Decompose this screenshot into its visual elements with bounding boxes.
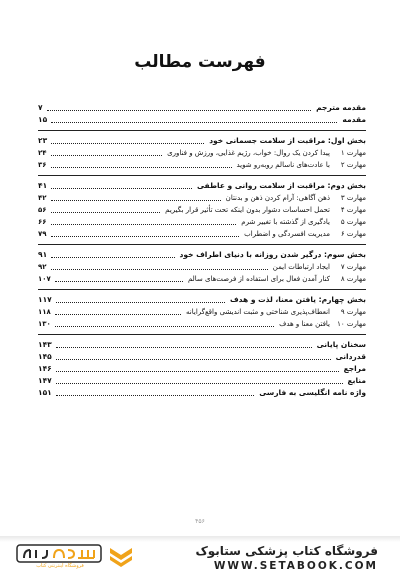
dot-leader xyxy=(56,394,255,396)
toc-entry-label: مراجع xyxy=(343,364,366,373)
toc-page-number: ۱۴۶ xyxy=(38,364,52,373)
toc-skill-entry xyxy=(38,261,366,273)
toc-page-number: ۴۱ xyxy=(38,181,48,190)
dot-leader xyxy=(56,346,312,348)
watermark-footer xyxy=(0,536,400,576)
toc-entry-label: سخنان پایانی xyxy=(316,340,366,349)
toc-entry-label: مقدمه مترجم xyxy=(316,103,366,112)
toc-entry-label: انعطاف‌پذیری شناختی و مثبت اندیشی واقع‌گرایانه xyxy=(186,308,330,316)
toc-page-number: ۹۲ xyxy=(38,263,47,271)
toc-entry xyxy=(38,363,366,375)
skill-number: مهارت ۶ xyxy=(340,230,366,238)
toc-entry-label: یافتن معنا و هدف xyxy=(279,320,330,328)
toc-entry xyxy=(38,387,366,399)
toc-skill-entry xyxy=(38,306,366,318)
toc-entry-label: واژه نامه انگلیسی به فارسی xyxy=(259,388,366,397)
setabook-logo-icon xyxy=(108,544,134,568)
dot-leader xyxy=(51,211,161,213)
shop-url: WWW.SETABOOK.COM xyxy=(213,560,378,572)
dot-leader xyxy=(51,256,174,258)
logo-tagline: فروشگاه اینترنتی کتاب xyxy=(36,563,84,569)
toc-skill-entry xyxy=(38,228,366,240)
skill-number: مهارت ۴ xyxy=(340,206,366,214)
toc-part-heading xyxy=(38,135,366,147)
toc-entry xyxy=(38,351,366,363)
table-of-contents xyxy=(38,102,366,399)
toc-entry-label: ایجاد ارتباطات ایمن xyxy=(272,263,330,271)
toc-page-number: ۵۶ xyxy=(38,206,47,214)
toc-part xyxy=(38,130,366,171)
toc-entry-label: بخش دوم: مراقبت از سلامت روانی و عاطفی xyxy=(196,181,366,190)
toc-entry-label: یادگیری از گذشته با تغییر شرم xyxy=(241,218,330,226)
toc-part xyxy=(38,244,366,285)
toc-page-number: ۷۹ xyxy=(38,230,47,238)
toc-page-number: ۱۴۷ xyxy=(38,376,52,385)
dot-leader xyxy=(56,301,225,303)
skill-number: مهارت ۳ xyxy=(340,194,366,202)
dot-leader xyxy=(56,382,343,384)
page-number: ۴۵۶ xyxy=(195,518,205,525)
dot-leader xyxy=(55,325,274,327)
skill-number: مهارت ۱۰ xyxy=(337,320,366,328)
skill-number: مهارت ۹ xyxy=(340,308,366,316)
toc-page-number: ۱۳۰ xyxy=(38,320,51,328)
skill-number: مهارت ۱ xyxy=(340,149,366,157)
toc-skill-entry xyxy=(38,216,366,228)
dot-leader xyxy=(51,154,163,156)
toc-page-number: ۱۵ xyxy=(38,115,48,124)
dot-leader xyxy=(55,313,181,315)
shop-name: فروشگاه کتاب پزشکی ستابوک xyxy=(195,544,378,558)
toc-page-number: ۳۶ xyxy=(38,161,47,169)
toc-skill-entry xyxy=(38,273,366,285)
toc-entry-label: بخش اول: مراقبت از سلامت جسمانی خود xyxy=(209,136,366,145)
toc-skill-entry xyxy=(38,192,366,204)
skill-number: مهارت ۸ xyxy=(340,275,366,283)
toc-entry xyxy=(38,339,366,351)
dot-leader xyxy=(47,109,312,111)
toc-page-number: ۱۵۱ xyxy=(38,388,52,397)
toc-title: فهرست مطالب xyxy=(134,52,266,72)
dot-leader xyxy=(51,121,337,123)
dot-leader xyxy=(51,187,192,189)
toc-part xyxy=(38,289,366,330)
toc-entry xyxy=(38,102,366,114)
toc-skill-entry xyxy=(38,147,366,159)
toc-skill-entry xyxy=(38,159,366,171)
skill-number: مهارت ۲ xyxy=(340,161,366,169)
toc-entry-label: تحمل احساسات دشوار بدون اینکه تحت تأثیر قرار بگیریم xyxy=(165,206,330,214)
toc-intro xyxy=(38,102,366,126)
toc-entry-label: کنار آمدن فعال برای استفاده از فرصت‌های سالم xyxy=(187,275,330,283)
toc-entry-label: پیدا کردن یک روال: خواب، رژیم غذایی، ورزش و فناوری xyxy=(167,149,330,157)
toc-skill-entry xyxy=(38,204,366,216)
toc-part-heading xyxy=(38,249,366,261)
toc-entry xyxy=(38,114,366,126)
toc-page-number: ۶۶ xyxy=(38,218,47,226)
toc-entry-label: قدردانی xyxy=(335,352,366,361)
toc-entry-label: مدیریت افسردگی و اضطراب xyxy=(244,230,330,238)
dot-leader xyxy=(51,235,240,237)
toc-skill-entry xyxy=(38,318,366,330)
toc-entry-label: بخش چهارم: یافتن معنا، لذت و هدف xyxy=(229,295,366,304)
skill-number: مهارت ۵ xyxy=(340,218,366,226)
toc-parts xyxy=(38,130,366,330)
dot-leader xyxy=(55,280,183,282)
toc-page-number: ۲۳ xyxy=(38,136,48,145)
skill-number: مهارت ۷ xyxy=(340,263,366,271)
toc-part-heading xyxy=(38,294,366,306)
dot-leader xyxy=(51,166,232,168)
page-fold-shadow xyxy=(0,536,400,542)
dot-leader xyxy=(56,370,339,372)
dot-leader xyxy=(56,358,331,360)
dot-leader xyxy=(51,223,237,225)
toc-entry-label: مقدمه xyxy=(342,115,366,124)
toc-entry-label: منابع xyxy=(347,376,366,385)
dot-leader xyxy=(51,142,204,144)
toc-entry-label: بخش سوم: درگیر شدن روزانه با دنیای اطراف خود xyxy=(179,250,366,259)
toc-page-number: ۷ xyxy=(38,103,43,112)
toc-page-number: ۱۴۵ xyxy=(38,352,52,361)
toc-page-number: ۹۱ xyxy=(38,250,48,259)
toc-entry-label: با عادت‌های ناسالم روبه‌رو شوید xyxy=(236,161,330,169)
toc-page-number: ۲۴ xyxy=(38,149,47,157)
dot-leader xyxy=(51,199,221,201)
toc-page-number: ۴۲ xyxy=(38,194,47,202)
toc-part-heading xyxy=(38,180,366,192)
toc-closing xyxy=(38,334,366,399)
toc-page-number: ۱۰۷ xyxy=(38,275,51,283)
toc-entry-label: ذهن آگاهی: آرام کردن ذهن و بدنتان xyxy=(225,194,330,202)
toc-page-number: ۱۱۸ xyxy=(38,308,51,316)
toc-page-number: ۱۴۳ xyxy=(38,340,52,349)
toc-entry xyxy=(38,375,366,387)
toc-page-number: ۱۱۷ xyxy=(38,295,52,304)
dot-leader xyxy=(51,268,268,270)
toc-part xyxy=(38,175,366,240)
